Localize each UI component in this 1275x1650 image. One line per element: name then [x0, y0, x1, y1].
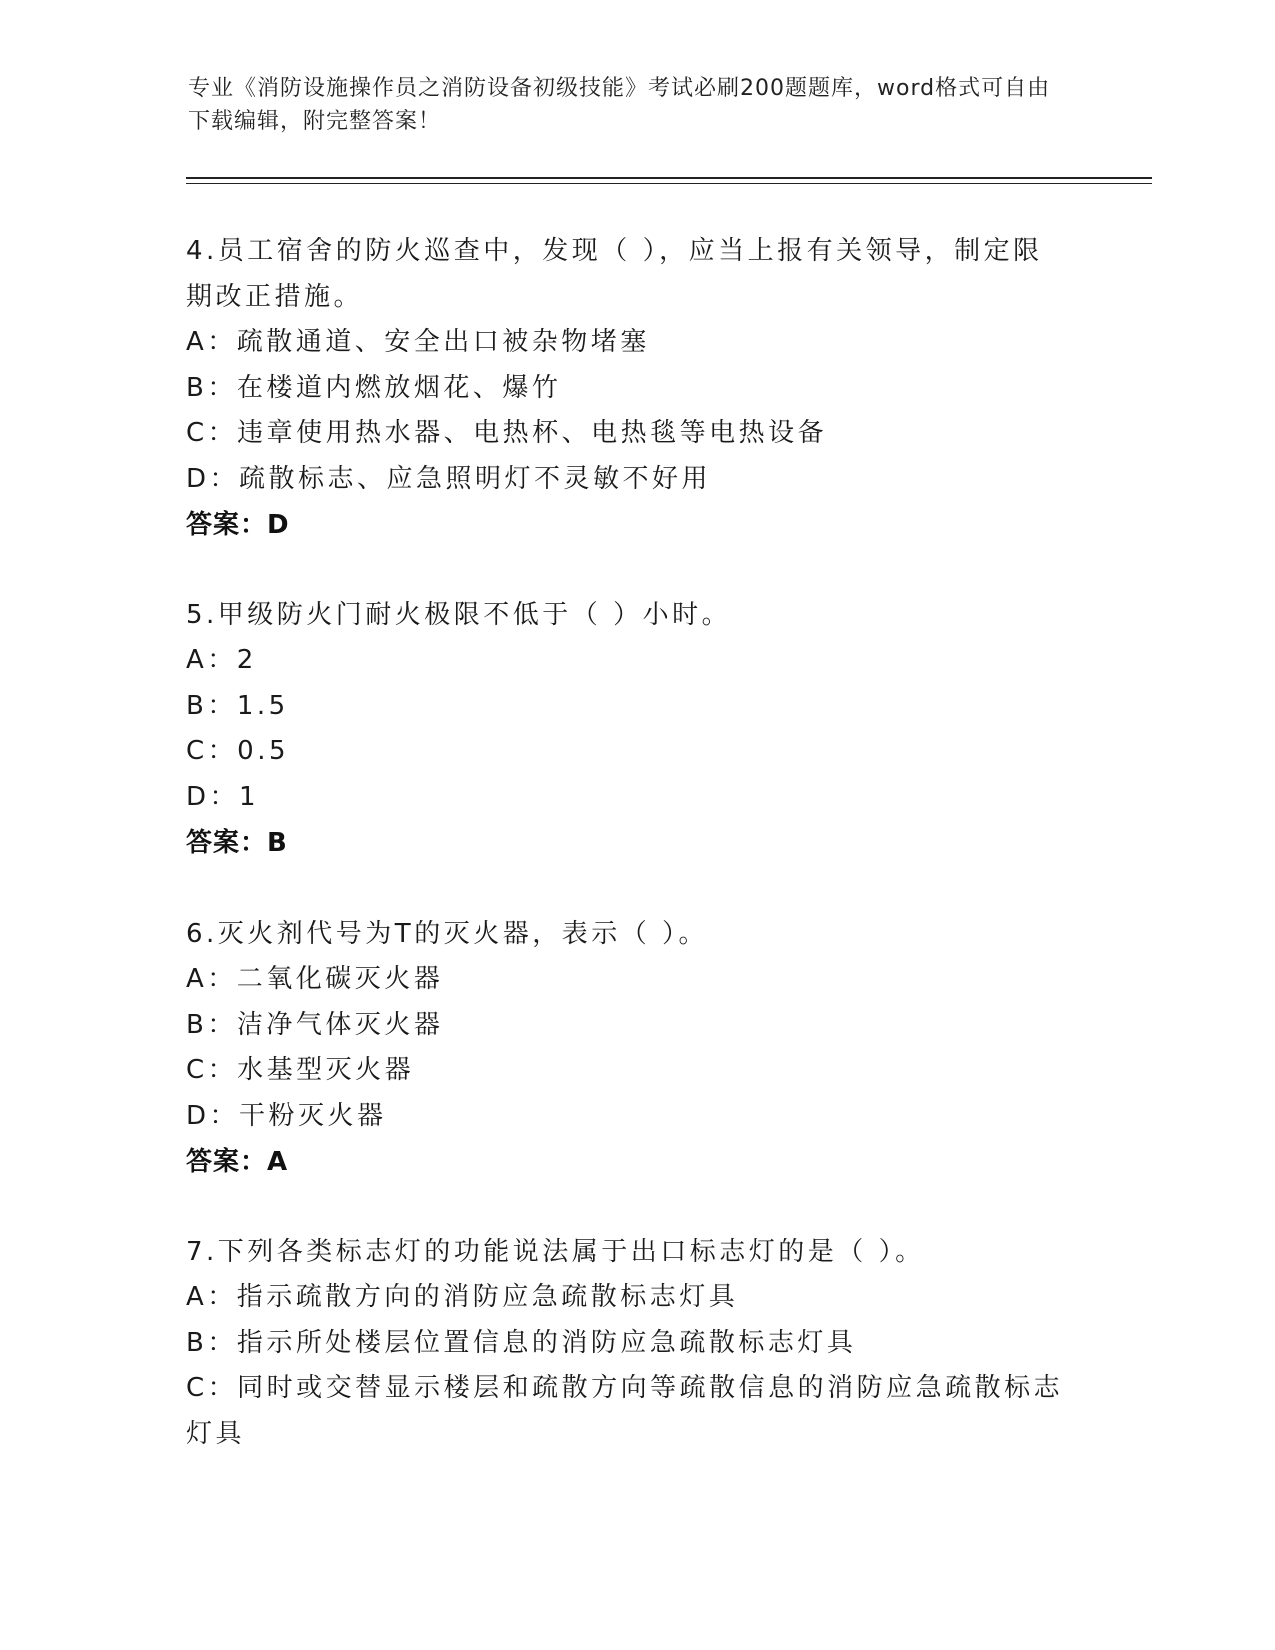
answer-text: 答案：D [186, 510, 290, 540]
option-b: B：指示所处楼层位置信息的消防应急疏散标志灯具 [186, 1327, 857, 1358]
question-stem: 4.员工宿舍的防火巡查中，发现（ ），应当上报有关领导，制定限期改正措施。 [186, 236, 1043, 312]
option-a: A：疏散通道、安全出口被杂物堵塞 [186, 327, 650, 357]
header-rule-bottom [186, 183, 1152, 184]
answer-text: 答案：A [186, 1147, 289, 1177]
option-c: C：违章使用热水器、电热杯、电热毯等电热设备 [186, 418, 828, 448]
question-stem: 6.灭火剂代号为T的灭火器，表示（ ）。 [186, 919, 708, 949]
question-6 [186, 911, 1066, 1185]
question-5 [186, 592, 1066, 866]
header-rule-top [186, 177, 1152, 179]
answer-text: 答案：B [186, 828, 288, 858]
option-d: D：1 [186, 781, 260, 812]
question-stem: 7.下列各类标志灯的功能说法属于出口标志灯的是（ ）。 [186, 1237, 925, 1267]
option-c: C：0.5 [186, 736, 290, 766]
option-b: B：在楼道内燃放烟花、爆竹 [186, 372, 562, 403]
option-c: C：同时或交替显示楼层和疏散方向等疏散信息的消防应急疏散标志灯具 [186, 1373, 1064, 1449]
option-d: D：疏散标志、应急照明灯不灵敏不好用 [186, 463, 712, 494]
option-a: A：指示疏散方向的消防应急疏散标志灯具 [186, 1282, 739, 1312]
document-header: 专业《消防设施操作员之消防设备初级技能》考试必刷200题题库，word格式可自由下载编辑，附完整答案！ [188, 76, 1051, 134]
question-7 [186, 1229, 1066, 1457]
question-stem: 5.甲级防火门耐火极限不低于（ ）小时。 [186, 600, 732, 630]
option-a: A：2 [186, 645, 257, 675]
option-d: D：干粉灭火器 [186, 1100, 387, 1131]
option-b: B：1.5 [186, 690, 289, 721]
option-b: B：洁净气体灭火器 [186, 1009, 444, 1040]
question-4 [186, 228, 1066, 548]
option-a: A：二氧化碳灭火器 [186, 964, 444, 994]
option-c: C：水基型灭火器 [186, 1055, 415, 1085]
